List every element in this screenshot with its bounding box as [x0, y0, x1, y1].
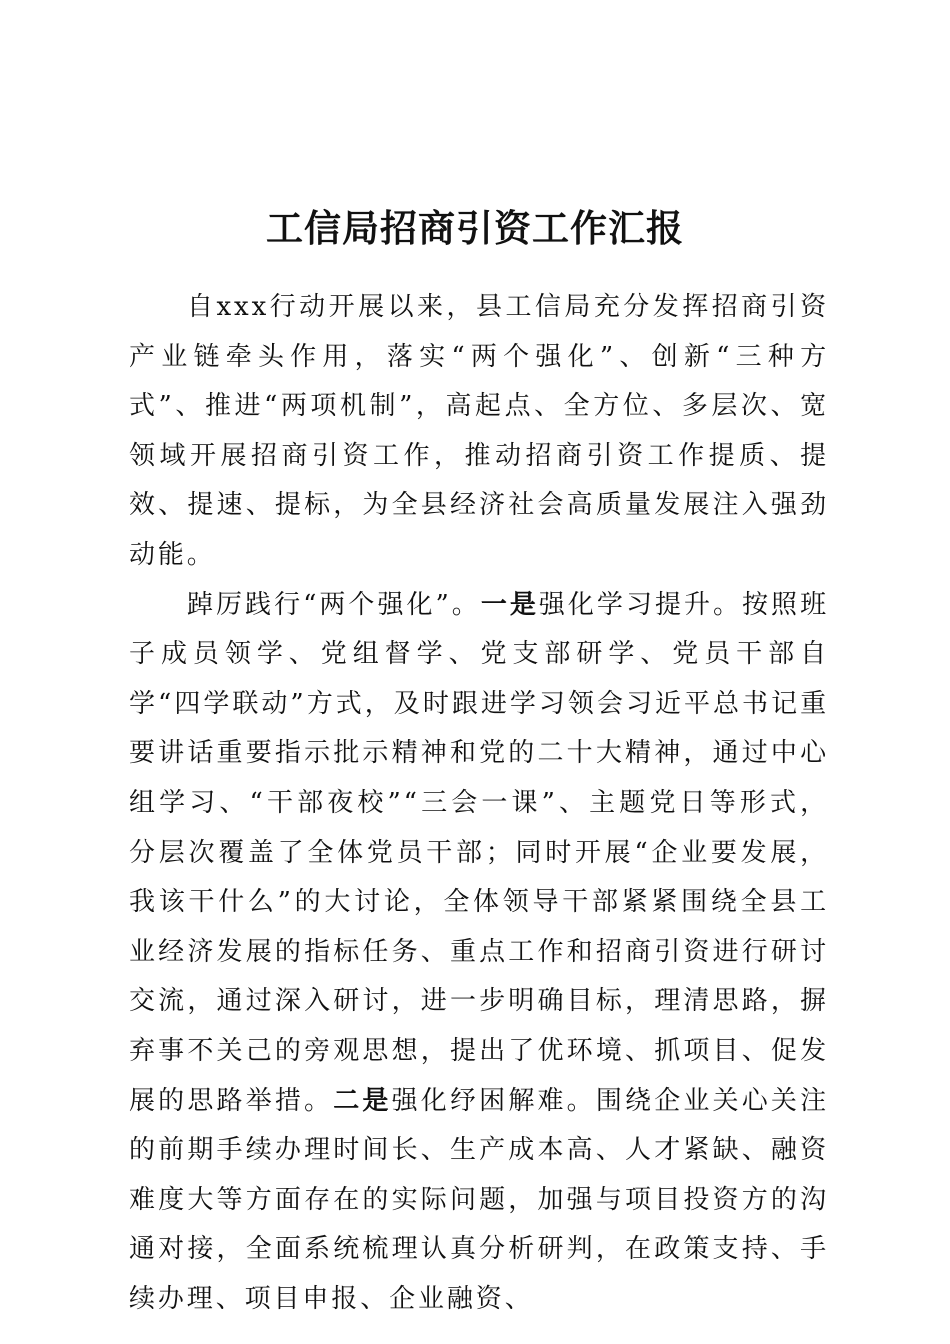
lead-phrase-second: 二是 — [333, 1085, 392, 1116]
document-body — [129, 283, 829, 1324]
paragraph-text: 强化学习提升。按照班子成员领学、党组督学、党支部研学、党员干部自学“四学联动”方式，及时跟进学习领会习近平总书记重要讲话重要指示批示精神和党的二十大精神，通过中心组学习、“干部夜校”“三会一课”、主题党日等形式，分层次覆盖了全体党员干部；同时开展“企业要发展，我该干什么”的大讨论，全体领导干部紧紧围绕全县工业经济发展的指标任务、重点工作和招商引资进行研讨交流，通过深入研讨，进一步明确目标，理清思路，摒弃事不关己的旁观思想，提出了优环境、抓项目、促发展的思路举措。 — [129, 589, 829, 1116]
paragraph-text: 自xxx行动开展以来，县工信局充分发挥招商引资产业链牵头作用，落实“两个强化”、创新“三种方式”、推进“两项机制”，高起点、全方位、多层次、宽领域开展招商引资工作，推动招商引资工作提质、提效、提速、提标，为全县经济社会高质量发展注入强劲动能。 — [129, 292, 829, 570]
paragraph-text: 强化纾困解难。围绕企业关心关注的前期手续办理时间长、生产成本高、人才紧缺、融资难度大等方面存在的实际问题，加强与项目投资方的沟通对接，全面系统梳理认真分析研判，在政策支持、手续办理、项目申报、企业融资、 — [129, 1085, 829, 1314]
paragraph-two-strengthen — [129, 581, 829, 1325]
paragraph-intro — [129, 283, 829, 581]
document-title: 工信局招商引资工作汇报 — [266, 206, 684, 250]
paragraph-text: 踔厉践行“两个强化”。 — [187, 589, 481, 620]
lead-phrase-first: 一是 — [480, 589, 539, 620]
